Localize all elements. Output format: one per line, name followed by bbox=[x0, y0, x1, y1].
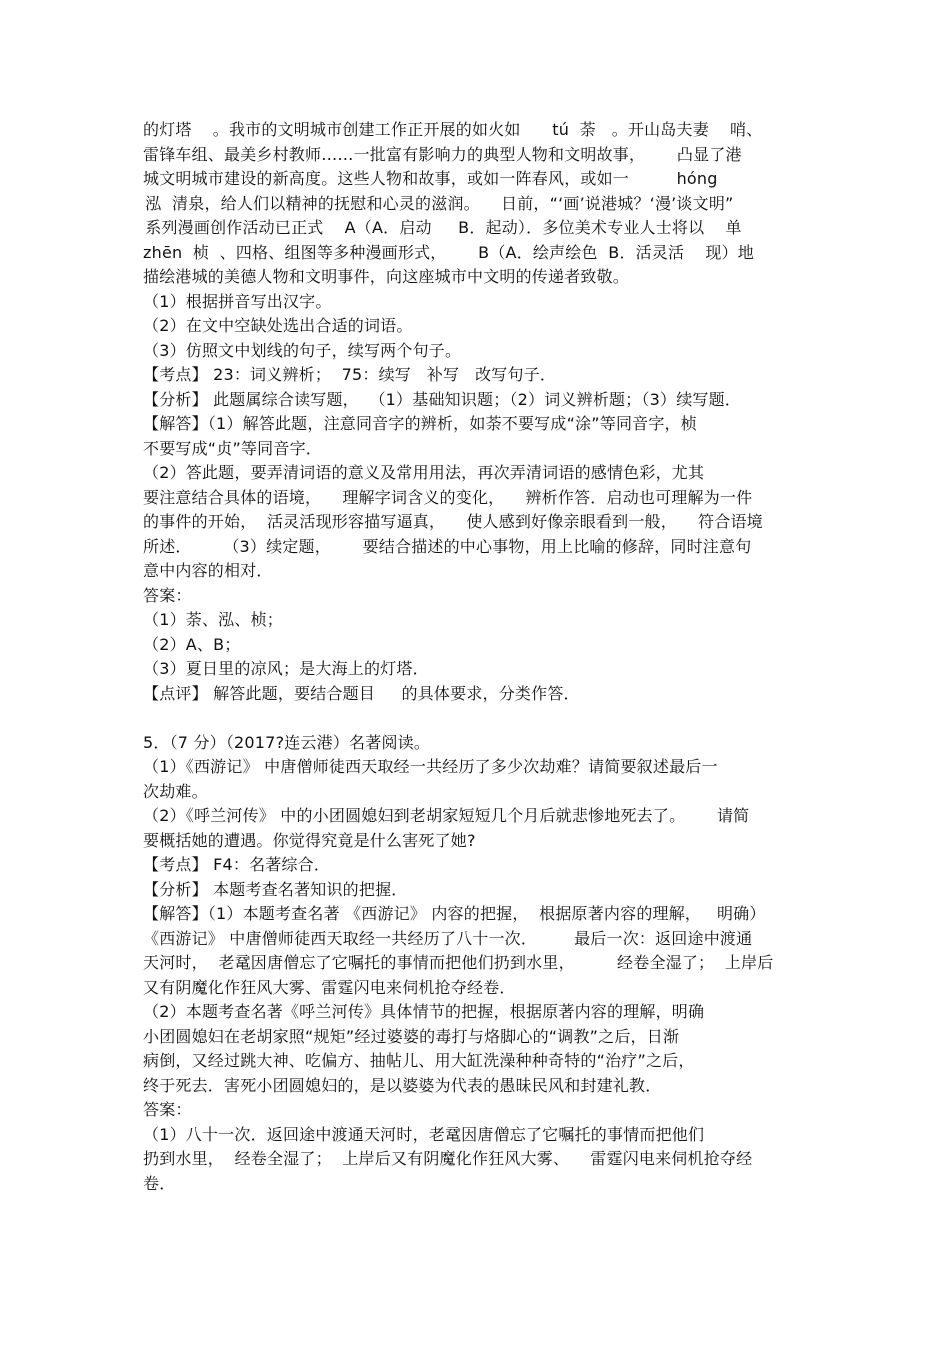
text-line: 病倒，又经过跳大神、吃偏方、抽帖儿、用大缸洗澡种种奇特的“治疗”之后， bbox=[143, 1051, 695, 1070]
text-line: （3）仿照文中划线的句子，续写两个句子。 bbox=[143, 340, 462, 360]
text-line: 的事件的开始， 活灵活现形容描写逼真， 使人感到好像亲眼看到一般， 符合语境 bbox=[143, 512, 763, 531]
text-line: （3）夏日里的凉风；是大海上的灯塔． bbox=[143, 659, 429, 678]
text-line: 【考点】 23：词义辨析； 75：续写 补写 改写句子． bbox=[143, 365, 557, 384]
text-line: 雷锋车组、最美乡村教师……一批富有影响力的典型人物和文明故事， 凸显了港 bbox=[143, 144, 742, 164]
text-line: （1）八十一次．返回途中渡通天河时，老鼋因唐僧忘了它嘱托的事情而把他们 bbox=[143, 1124, 705, 1144]
text-line: 不要写成“贞”等同音字． bbox=[143, 438, 322, 458]
text-line: 扔到水里， 经卷全湿了； 上岸后又有阴魔化作狂风大雾、 雷霆闪电来伺机抢夺经 bbox=[143, 1149, 753, 1168]
text-line: 次劫难。 bbox=[143, 781, 208, 801]
text-line: 5．（7 分）（2017?连云港）名著阅读。 bbox=[143, 732, 431, 752]
text-line: 【分析】 本题考查名著知识的把握． bbox=[143, 879, 408, 899]
text-line: 终于死去．害死小团圆媳妇的，是以婆婆为代表的愚昧民风和封建礼教． bbox=[143, 1075, 662, 1095]
text-line: 【分析】 此题属综合读写题， （1）基础知识题；（2）词义辨析题；（3）续写题． bbox=[143, 389, 741, 409]
text-line: （2）本题考查名著《呼兰河传》具体情节的把握，根据原著内容的理解，明确 bbox=[143, 1002, 705, 1021]
text-line: 答案： bbox=[143, 1100, 192, 1119]
text-line: （2）在文中空缺处选出合适的词语。 bbox=[143, 316, 413, 335]
text-line: 【点评】 解答此题，要结合题目 的具体要求，分类作答． bbox=[143, 683, 580, 703]
text-line: （2）A、B； bbox=[143, 634, 241, 654]
text-line: 泓 清泉，给人们以精神的抚慰和心灵的滋润。 日前，“‘画’说港城？‘漫’谈文明” bbox=[140, 193, 734, 213]
text-line: （2）答此题，要弄清词语的意义及常用用法，再次弄清词语的感情色彩，尤其 bbox=[143, 463, 705, 482]
text-line: 系列漫画创作活动已正式 A（A．启动 B．起动）．多位美术专业人士将以 单 bbox=[140, 218, 742, 237]
text-line: 城文明城市建设的新高度。这些人物和故事，或如一阵春风，或如一 hóng bbox=[143, 169, 718, 188]
text-line: 天河时， 老鼋因唐僧忘了它嘱托的事情而把他们扔到水里， 经卷全湿了； 上岸后 bbox=[143, 953, 774, 972]
text-line: 【解答】（1）解答此题，注意同音字的辨析，如荼不要写成“涂”等同音字，桢 bbox=[143, 414, 697, 433]
text-line: （1）荼、泓、桢； bbox=[143, 610, 283, 629]
text-line: 小团圆媳妇在老胡家照“规矩”经过婆婆的毒打与烙脚心的“调教”之后，日渐 bbox=[143, 1026, 680, 1046]
text-line: zhēn 桢 、四格、组图等多种漫画形式， B（A．绘声绘色 B．活灵活 现）地 bbox=[143, 242, 754, 262]
text-line: 又有阴魔化作狂风大雾、雷霆闪电来伺机抢夺经卷． bbox=[143, 977, 516, 997]
text-line: 【解答】（1）本题考查名著 《西游记》 内容的把握， 根据原著内容的理解， 明确） bbox=[143, 904, 766, 923]
text-line: 【考点】 F4：名著综合． bbox=[143, 855, 331, 874]
text-line: 要概括她的遭遇。你觉得究竟是什么害死了她? bbox=[143, 830, 476, 850]
text-line: 《西游记》 中唐僧师徒西天取经一共经历了八十一次． 最后一次：返回途中渡通 bbox=[143, 928, 753, 948]
text-line: 卷． bbox=[143, 1173, 176, 1193]
text-line: 意中内容的相对． bbox=[143, 561, 273, 580]
text-line: （2）《呼兰河传》 中的小团圆媳妇到老胡家短短几个月后就悲惨地死去了。 请简 bbox=[143, 806, 750, 825]
text-line: （1）根据拼音写出汉字。 bbox=[143, 291, 332, 311]
text-line: 的灯塔 。我市的文明城市创建工作正开展的如火如 tú 荼 。开山岛夫妻 哨、 bbox=[143, 120, 763, 139]
text-line: 答案： bbox=[143, 585, 192, 605]
text-line: 要注意结合具体的语境， 理解字词含义的变化， 辨析作答．启动也可理解为一件 bbox=[143, 487, 753, 507]
text-line: （1）《西游记》 中唐僧师徒西天取经一共经历了多少次劫难？请简要叙述最后一 bbox=[143, 757, 718, 776]
text-line: 描绘港城的美德人物和文明事件，向这座城市中文明的传递者致敬。 bbox=[143, 267, 630, 286]
text-line: 所述． （3）续定题， 要结合描述的中心事物，用上比喻的修辞，同时注意句 bbox=[143, 536, 752, 556]
